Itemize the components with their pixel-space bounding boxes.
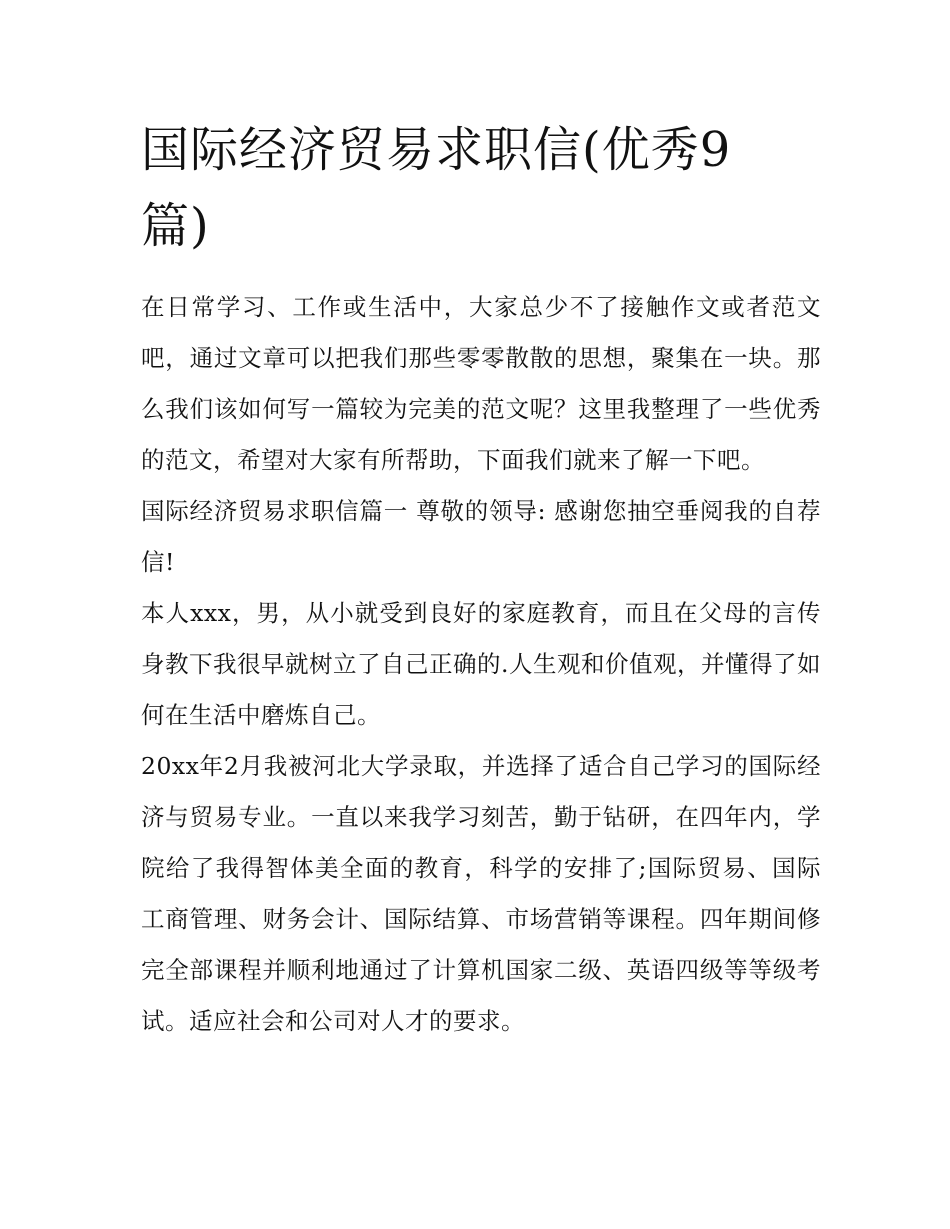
education-paragraph: 20xx年2月我被河北大学录取，并选择了适合自己学习的国际经济与贸易专业。一直以来我学习刻苦，勤于钻研，在四年内，学院给了我得智体美全面的教育，科学的安排了;国际贸易、国际工商管理、财务会计、国际结算、市场营销等课程。四年期间修完全部课程并顺利地通过了计算机国家二级、英语四级等等级考试。适应社会和公司对人才的要求。 [141, 752, 821, 1035]
intro-paragraph: 在日常学习、工作或生活中，大家总少不了接触作文或者范文吧，通过文章可以把我们那些零零散散的思想，聚集在一块。那么我们该如何写一篇较为完美的范文呢？这里我整理了一些优秀的范文，希望对大家有所帮助，下面我们就来了解一下吧。 [141, 293, 821, 474]
document-title: 国际经济贸易求职信(优秀9篇) [141, 122, 732, 254]
document-page [141, 112, 821, 1047]
self-introduction-paragraph: 本人xxx，男，从小就受到良好的家庭教育，而且在父母的言传身教下我很早就树立了自己正确的.人生观和价值观，并懂得了如何在生活中磨炼自己。 [141, 599, 821, 729]
letter-opening-paragraph: 国际经济贸易求职信篇一 尊敬的领导: 感谢您抽空垂阅我的自荐信! [141, 497, 821, 576]
